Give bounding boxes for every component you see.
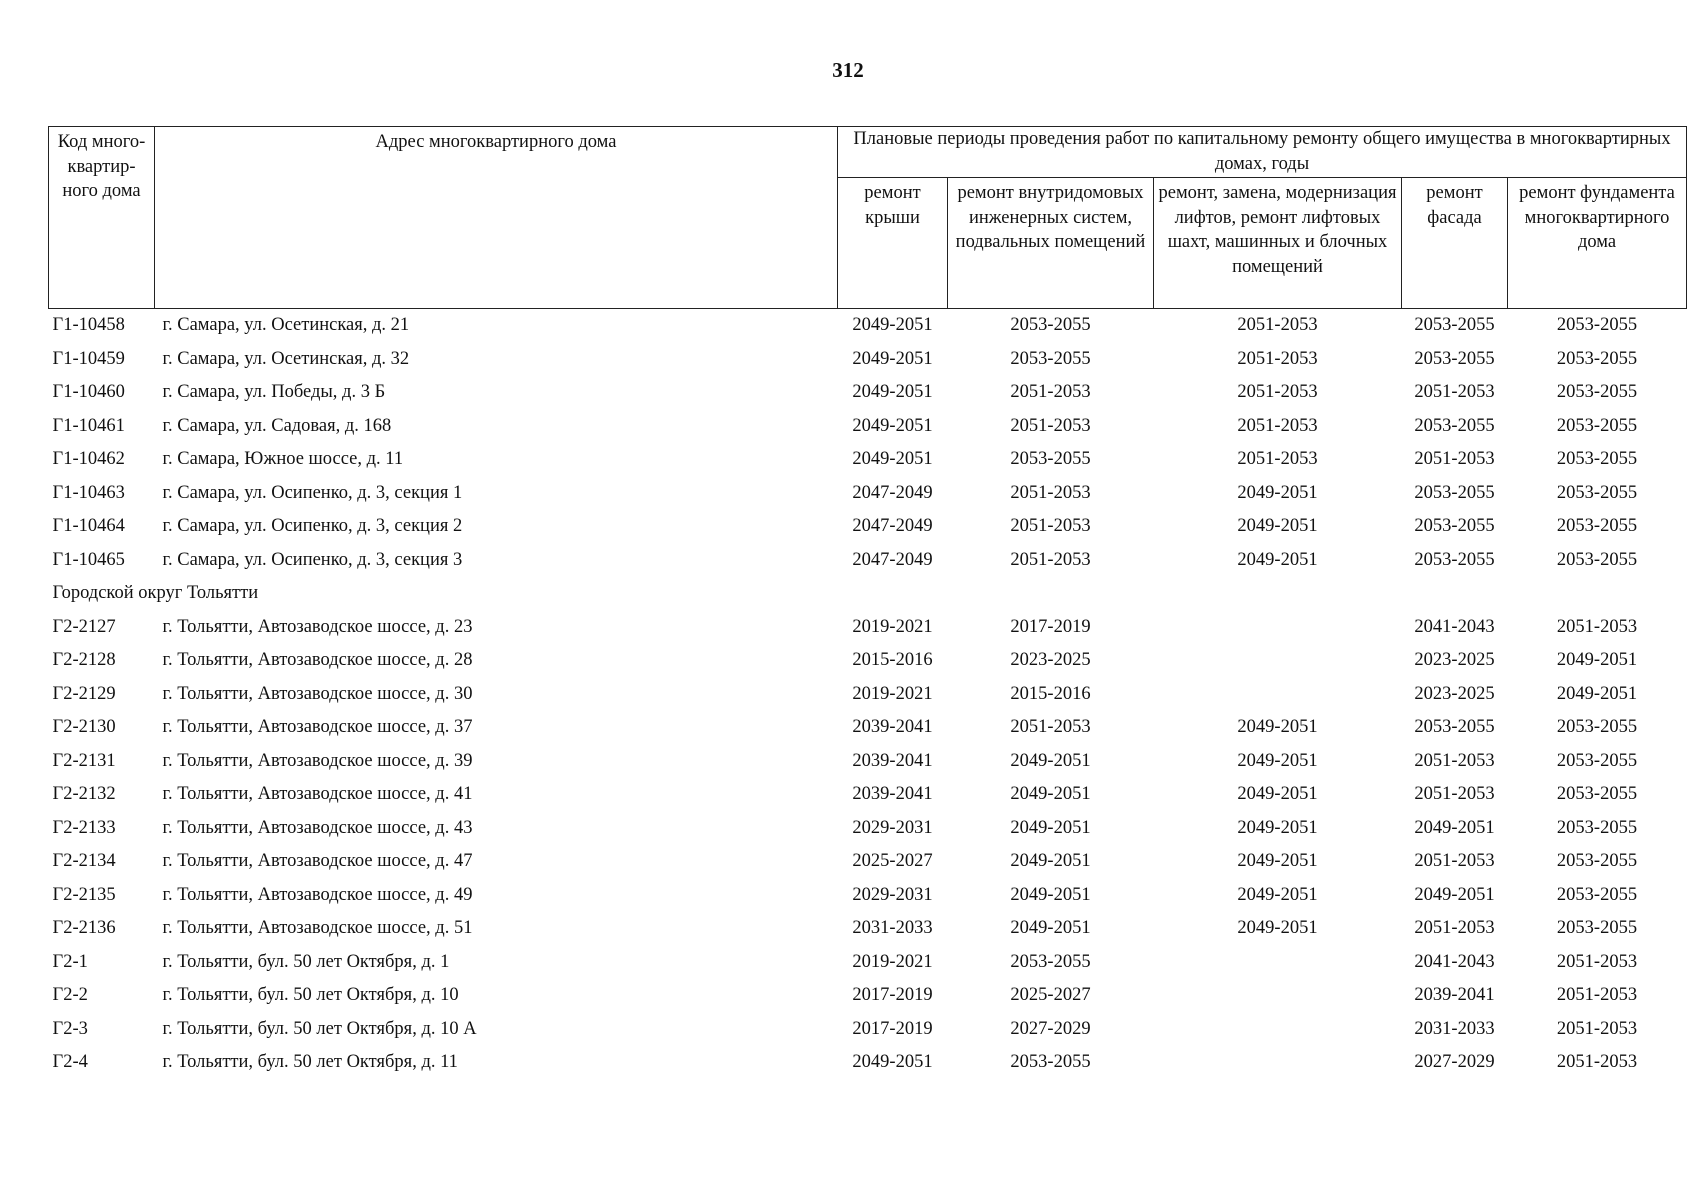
lifts-period: 2051-2053 xyxy=(1237,315,1318,336)
table-row xyxy=(49,611,1687,645)
systems-period: 2053-2055 xyxy=(1010,348,1091,369)
house-code: Г2-2 xyxy=(52,985,88,1006)
systems-period: 2051-2053 xyxy=(1010,382,1091,403)
foundation-period: 2053-2055 xyxy=(1556,851,1638,872)
lifts-period: 2049-2051 xyxy=(1237,516,1318,537)
house-code: Г1-10460 xyxy=(52,382,125,403)
systems-period: 2023-2025 xyxy=(1010,650,1091,671)
lifts-period xyxy=(1154,979,1402,1013)
house-address: г. Тольятти, бул. 50 лет Октября, д. 10 А xyxy=(162,1018,477,1039)
house-code: Г2-3 xyxy=(52,1018,88,1039)
house-address: г. Самара, ул. Победы, д. 3 Б xyxy=(162,382,386,403)
foundation-period: 2053-2055 xyxy=(1556,516,1638,537)
table-row xyxy=(49,879,1687,913)
header-systems: ремонт внутридомовых инженерных систем, подвальных помещений xyxy=(948,178,1154,309)
house-address: г. Самара, ул. Осетинская, д. 21 xyxy=(162,315,410,336)
foundation-period: 2053-2055 xyxy=(1556,750,1638,771)
facade-period: 2039-2041 xyxy=(1414,985,1495,1006)
facade-period: 2023-2025 xyxy=(1414,683,1495,704)
roof-period: 2047-2049 xyxy=(852,549,933,570)
foundation-period: 2053-2055 xyxy=(1556,549,1638,570)
systems-period: 2051-2053 xyxy=(1010,415,1091,436)
systems-period: 2049-2051 xyxy=(1010,851,1091,872)
facade-period: 2049-2051 xyxy=(1414,884,1495,905)
lifts-period xyxy=(1154,946,1402,980)
lifts-period: 2049-2051 xyxy=(1237,851,1318,872)
foundation-period: 2051-2053 xyxy=(1556,1018,1638,1039)
roof-period: 2049-2051 xyxy=(852,1052,933,1073)
roof-period: 2019-2021 xyxy=(852,951,933,972)
header-planned-periods: Плановые периоды проведения работ по капитальному ремонту общего имущества в многоквартирных домах, годы xyxy=(838,127,1687,178)
header-lifts: ремонт, замена, модернизация лифтов, ремонт лифтовых шахт, машинных и блочных помещений xyxy=(1154,178,1402,309)
facade-period: 2051-2053 xyxy=(1414,750,1495,771)
foundation-period: 2049-2051 xyxy=(1556,650,1638,671)
foundation-period: 2053-2055 xyxy=(1556,717,1638,738)
table-row xyxy=(49,745,1687,779)
lifts-period: 2049-2051 xyxy=(1237,784,1318,805)
foundation-period: 2053-2055 xyxy=(1556,315,1638,336)
roof-period: 2039-2041 xyxy=(852,784,933,805)
lifts-period: 2049-2051 xyxy=(1237,750,1318,771)
table-row xyxy=(49,410,1687,444)
foundation-period: 2053-2055 xyxy=(1556,918,1638,939)
house-address: г. Тольятти, Автозаводское шоссе, д. 28 xyxy=(162,650,473,671)
table-row xyxy=(49,711,1687,745)
lifts-period: 2049-2051 xyxy=(1237,549,1318,570)
house-code: Г1-10458 xyxy=(52,315,125,336)
house-address: г. Самара, ул. Садовая, д. 168 xyxy=(162,415,392,436)
facade-period: 2041-2043 xyxy=(1414,951,1495,972)
facade-period: 2051-2053 xyxy=(1414,784,1495,805)
facade-period: 2053-2055 xyxy=(1414,516,1495,537)
table-row xyxy=(49,778,1687,812)
foundation-period: 2049-2051 xyxy=(1556,683,1638,704)
house-address: г. Тольятти, Автозаводское шоссе, д. 39 xyxy=(162,750,473,771)
header-code: Код много-квартир-ного дома xyxy=(49,127,155,309)
house-code: Г2-1 xyxy=(52,951,88,972)
lifts-period xyxy=(1154,644,1402,678)
facade-period: 2053-2055 xyxy=(1414,549,1495,570)
foundation-period: 2053-2055 xyxy=(1556,784,1638,805)
facade-period: 2051-2053 xyxy=(1414,918,1495,939)
table-row xyxy=(49,443,1687,477)
house-code: Г2-2135 xyxy=(52,884,116,905)
header-address: Адрес многоквартирного дома xyxy=(155,127,838,309)
foundation-period: 2051-2053 xyxy=(1556,1052,1638,1073)
systems-period: 2051-2053 xyxy=(1010,549,1091,570)
lifts-period: 2049-2051 xyxy=(1237,817,1318,838)
header-facade: ремонт фасада xyxy=(1402,178,1508,309)
roof-period: 2039-2041 xyxy=(852,717,933,738)
foundation-period: 2051-2053 xyxy=(1556,985,1638,1006)
facade-period: 2051-2053 xyxy=(1414,449,1495,470)
systems-period: 2017-2019 xyxy=(1010,616,1091,637)
facade-period: 2051-2053 xyxy=(1414,382,1495,403)
systems-period: 2053-2055 xyxy=(1010,449,1091,470)
facade-period: 2053-2055 xyxy=(1414,717,1495,738)
header-roof: ремонт крыши xyxy=(838,178,948,309)
systems-period: 2049-2051 xyxy=(1010,784,1091,805)
house-address: г. Тольятти, Автозаводское шоссе, д. 30 xyxy=(162,683,473,704)
house-code: Г2-2132 xyxy=(52,784,116,805)
table-row xyxy=(49,477,1687,511)
foundation-period: 2051-2053 xyxy=(1556,951,1638,972)
table-row xyxy=(49,946,1687,980)
table-row xyxy=(49,376,1687,410)
systems-period: 2051-2053 xyxy=(1010,516,1091,537)
roof-period: 2029-2031 xyxy=(852,817,933,838)
foundation-period: 2053-2055 xyxy=(1556,348,1638,369)
house-address: г. Самара, ул. Осипенко, д. 3, секция 1 xyxy=(162,482,463,503)
house-address: г. Самара, ул. Осипенко, д. 3, секция 3 xyxy=(162,549,463,570)
table-row xyxy=(49,1013,1687,1047)
table-row xyxy=(49,912,1687,946)
house-code: Г1-10459 xyxy=(52,348,125,369)
roof-period: 2019-2021 xyxy=(852,616,933,637)
foundation-period: 2053-2055 xyxy=(1556,382,1638,403)
facade-period: 2031-2033 xyxy=(1414,1018,1495,1039)
lifts-period: 2051-2053 xyxy=(1237,348,1318,369)
house-code: Г2-2128 xyxy=(52,650,116,671)
house-address: г. Тольятти, Автозаводское шоссе, д. 23 xyxy=(162,616,473,637)
roof-period: 2049-2051 xyxy=(852,449,933,470)
roof-period: 2047-2049 xyxy=(852,516,933,537)
roof-period: 2017-2019 xyxy=(852,985,933,1006)
house-code: Г2-2134 xyxy=(52,851,116,872)
facade-period: 2027-2029 xyxy=(1414,1052,1495,1073)
house-code: Г2-2131 xyxy=(52,750,116,771)
facade-period: 2053-2055 xyxy=(1414,415,1495,436)
lifts-period: 2051-2053 xyxy=(1237,415,1318,436)
table-row xyxy=(49,343,1687,377)
table-row xyxy=(49,979,1687,1013)
house-address: г. Тольятти, бул. 50 лет Октября, д. 10 xyxy=(162,985,459,1006)
table-row xyxy=(49,309,1687,343)
systems-period: 2049-2051 xyxy=(1010,750,1091,771)
house-address: г. Тольятти, Автозаводское шоссе, д. 49 xyxy=(162,884,473,905)
systems-period: 2051-2053 xyxy=(1010,717,1091,738)
roof-period: 2049-2051 xyxy=(852,382,933,403)
foundation-period: 2053-2055 xyxy=(1556,817,1638,838)
table-body xyxy=(49,309,1687,1080)
house-code: Г1-10463 xyxy=(52,482,125,503)
table-row xyxy=(49,1046,1687,1080)
systems-period: 2053-2055 xyxy=(1010,951,1091,972)
facade-period: 2051-2053 xyxy=(1414,851,1495,872)
section-title: Городской округ Тольятти xyxy=(52,583,259,604)
foundation-period: 2053-2055 xyxy=(1556,449,1638,470)
systems-period: 2053-2055 xyxy=(1010,1052,1091,1073)
roof-period: 2039-2041 xyxy=(852,750,933,771)
house-code: Г2-2127 xyxy=(52,616,116,637)
facade-period: 2053-2055 xyxy=(1414,348,1495,369)
house-address: г. Тольятти, бул. 50 лет Октября, д. 1 xyxy=(162,951,450,972)
facade-period: 2053-2055 xyxy=(1414,315,1495,336)
roof-period: 2047-2049 xyxy=(852,482,933,503)
lifts-period: 2049-2051 xyxy=(1237,717,1318,738)
lifts-period xyxy=(1154,611,1402,645)
house-address: г. Тольятти, Автозаводское шоссе, д. 43 xyxy=(162,817,473,838)
foundation-period: 2051-2053 xyxy=(1556,616,1638,637)
table-row xyxy=(49,544,1687,578)
section-row xyxy=(49,577,1687,611)
house-address: г. Тольятти, Автозаводское шоссе, д. 47 xyxy=(162,851,473,872)
lifts-period: 2049-2051 xyxy=(1237,884,1318,905)
house-code: Г2-2130 xyxy=(52,717,116,738)
facade-period: 2053-2055 xyxy=(1414,482,1495,503)
systems-period: 2053-2055 xyxy=(1010,315,1091,336)
house-address: г. Самара, Южное шоссе, д. 11 xyxy=(162,449,404,470)
foundation-period: 2053-2055 xyxy=(1556,415,1638,436)
house-address: г. Самара, ул. Осипенко, д. 3, секция 2 xyxy=(162,516,463,537)
house-address: г. Самара, ул. Осетинская, д. 32 xyxy=(162,348,410,369)
facade-period: 2023-2025 xyxy=(1414,650,1495,671)
table-row xyxy=(49,510,1687,544)
systems-period: 2025-2027 xyxy=(1010,985,1091,1006)
roof-period: 2049-2051 xyxy=(852,348,933,369)
house-code: Г2-4 xyxy=(52,1052,88,1073)
table-row xyxy=(49,678,1687,712)
roof-period: 2049-2051 xyxy=(852,415,933,436)
foundation-period: 2053-2055 xyxy=(1556,884,1638,905)
capital-repair-table xyxy=(48,126,1687,1080)
systems-period: 2051-2053 xyxy=(1010,482,1091,503)
roof-period: 2015-2016 xyxy=(852,650,933,671)
lifts-period xyxy=(1154,1013,1402,1047)
table-row xyxy=(49,845,1687,879)
house-address: г. Тольятти, Автозаводское шоссе, д. 41 xyxy=(162,784,473,805)
systems-period: 2049-2051 xyxy=(1010,884,1091,905)
roof-period: 2031-2033 xyxy=(852,918,933,939)
house-code: Г1-10465 xyxy=(52,549,125,570)
table-header xyxy=(49,127,1687,309)
house-code: Г2-2129 xyxy=(52,683,116,704)
house-address: г. Тольятти, бул. 50 лет Октября, д. 11 xyxy=(162,1052,458,1073)
roof-period: 2049-2051 xyxy=(852,315,933,336)
systems-period: 2027-2029 xyxy=(1010,1018,1091,1039)
roof-period: 2017-2019 xyxy=(852,1018,933,1039)
foundation-period: 2053-2055 xyxy=(1556,482,1638,503)
lifts-period: 2051-2053 xyxy=(1237,449,1318,470)
header-foundation: ремонт фундамента многоквартирного дома xyxy=(1508,178,1687,309)
systems-period: 2049-2051 xyxy=(1010,817,1091,838)
lifts-period xyxy=(1154,678,1402,712)
house-code: Г1-10464 xyxy=(52,516,125,537)
systems-period: 2049-2051 xyxy=(1010,918,1091,939)
lifts-period xyxy=(1154,1046,1402,1080)
house-address: г. Тольятти, Автозаводское шоссе, д. 37 xyxy=(162,717,473,738)
roof-period: 2019-2021 xyxy=(852,683,933,704)
facade-period: 2049-2051 xyxy=(1414,817,1495,838)
roof-period: 2025-2027 xyxy=(852,851,933,872)
systems-period: 2015-2016 xyxy=(1010,683,1091,704)
house-code: Г2-2136 xyxy=(52,918,116,939)
table-row xyxy=(49,644,1687,678)
facade-period: 2041-2043 xyxy=(1414,616,1495,637)
lifts-period: 2051-2053 xyxy=(1237,382,1318,403)
lifts-period: 2049-2051 xyxy=(1237,918,1318,939)
table-row xyxy=(49,812,1687,846)
roof-period: 2029-2031 xyxy=(852,884,933,905)
house-code: Г1-10462 xyxy=(52,449,125,470)
lifts-period: 2049-2051 xyxy=(1237,482,1318,503)
house-code: Г2-2133 xyxy=(52,817,116,838)
house-address: г. Тольятти, Автозаводское шоссе, д. 51 xyxy=(162,918,473,939)
page-number: 312 xyxy=(832,58,864,82)
house-code: Г1-10461 xyxy=(52,415,125,436)
